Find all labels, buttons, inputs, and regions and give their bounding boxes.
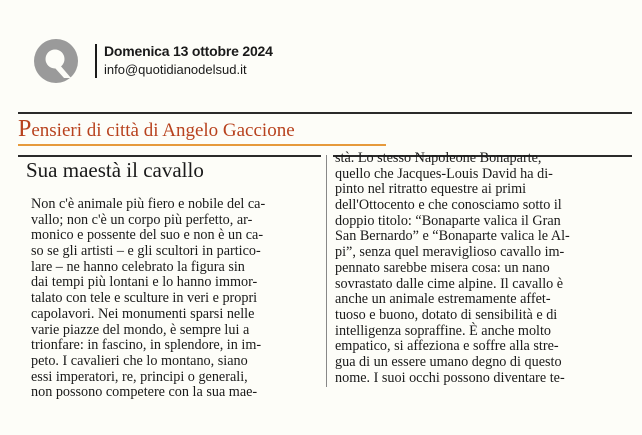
body-line: Non c'è animale più fiero e nobile del ca- <box>31 196 266 212</box>
section-heading <box>18 116 295 143</box>
body-line: vallo; non c'è un corpo più perfetto, ar- <box>31 211 253 228</box>
body-line: talato con tele e sculture in veri e propri <box>31 290 258 307</box>
section-initial: P <box>18 116 32 142</box>
q-logo-icon <box>33 38 79 84</box>
body-line: capolavori. Nei monumenti sparsi nelle <box>31 305 255 322</box>
article-body-right <box>335 151 570 386</box>
body-line: anche un animale estremamente affet- <box>335 291 551 308</box>
body-line: dai tempi più lontani e lo hanno immor- <box>31 274 258 291</box>
body-line: sovrastato dalle cime alpine. Il cavallo è <box>335 275 564 292</box>
body-line: peto. I cavalieri che lo montano, siano <box>31 352 248 369</box>
body-line: pi”, senza quel meraviglioso cavallo im- <box>335 244 565 261</box>
body-line: doppio titolo: “Bonaparte valica il Gran <box>335 212 561 229</box>
column-separator <box>326 155 327 387</box>
body-line: monico e possente del suo e non è un ca- <box>31 227 264 244</box>
body-line: dell'Ottocento e che conosciamo sotto il <box>335 197 562 214</box>
body-line: nome. I suoi occhi possono diventare te- <box>335 369 565 386</box>
body-line: San Bernardo” e “Bonaparte valica le Al- <box>335 228 570 245</box>
body-line: so se gli artisti – e gli scultori in partico- <box>31 243 261 260</box>
left-column-rule <box>18 155 321 157</box>
section-underline <box>18 144 386 146</box>
body-line: trionfare: in fascino, in splendore, in im- <box>31 337 262 354</box>
body-line: pinto nel ritratto equestre ai primi <box>335 181 527 198</box>
body-line: non possono competere con la sua mae- <box>31 384 258 401</box>
body-line: tuoso e buono, dotato di sensibilità e di <box>335 306 558 323</box>
body-line: essi imperatori, re, principi o generali, <box>31 368 248 385</box>
body-line: stà. Lo stesso Napoleone Bonaparte, <box>335 150 542 166</box>
section-top-rule <box>18 112 632 114</box>
article-title: Sua maestà il cavallo <box>26 158 204 182</box>
body-line: gua di un essere umano degno di questo <box>335 353 562 370</box>
body-line: quello che Jacques-Louis David ha di- <box>335 165 553 182</box>
article-body-left <box>31 197 265 401</box>
contact-email: info@quotidianodelsud.it <box>104 62 247 77</box>
body-line: lare – ne hanno celebrato la figura sin <box>31 258 245 275</box>
header-separator <box>95 44 97 78</box>
body-line: empatico, si affeziona e soffre alla stre- <box>335 338 559 355</box>
body-line: intelligenza sopraffine. È anche molto <box>335 322 552 339</box>
section-heading-text: ensieri di città di Angelo Gaccione <box>31 120 295 141</box>
body-line: varie piazze del mondo, è sempre lui a <box>31 321 250 338</box>
issue-date: Domenica 13 ottobre 2024 <box>104 43 273 59</box>
body-line: pennato sarebbe misera cosa: un nano <box>335 259 550 276</box>
